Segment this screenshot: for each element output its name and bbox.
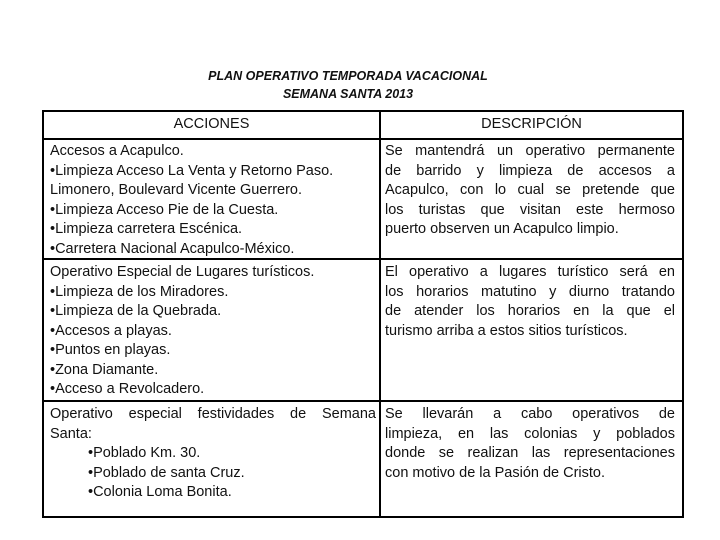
line: Operativo Especial de Lugares turísticos. — [50, 264, 315, 280]
line: de barrido y limpieza de accesos a — [385, 162, 675, 179]
bullet-item: •Limpieza Acceso Pie de la Cuesta. — [50, 201, 279, 218]
bullet-item: •Limpieza de los Miradores. — [50, 283, 229, 300]
bullet-item: •Accesos a playas. — [50, 322, 172, 339]
bullet-item: •Limpieza carretera Escénica. — [50, 221, 243, 237]
row-3-descripcion — [385, 405, 675, 483]
bullet-item: •Limpieza Acceso La Venta y Retorno Paso. — [50, 162, 334, 179]
row-2-acciones — [50, 263, 376, 400]
line: donde se realizan las representaciones — [385, 445, 675, 461]
column-divider — [379, 112, 381, 516]
row-1-descripcion — [385, 142, 675, 240]
bullet-item: •Carretera Nacional Acapulco-México. — [50, 240, 295, 257]
bullet-item: •Poblado Km. 30. — [88, 445, 201, 461]
line: Santa: — [50, 425, 92, 442]
line: los turistas que visitan este hermoso — [385, 201, 675, 218]
line: turismo arriba a estos sitios turísticos. — [385, 322, 628, 339]
document-title: PLAN OPERATIVO TEMPORADA VACACIONAL — [208, 69, 488, 83]
row-1-acciones — [50, 142, 376, 259]
line: los horarios matutino y diurno tratando — [385, 283, 675, 300]
line: Se llevarán a cabo operativos de — [385, 406, 675, 422]
line: Acapulco, con lo cual se pretende que — [385, 182, 675, 198]
document-subtitle: SEMANA SANTA 2013 — [282, 87, 414, 101]
line: Limonero, Boulevard Vicente Guerrero. — [50, 182, 303, 198]
line: Operativo especial festividades de Semana — [50, 406, 376, 422]
bullet-item: •Zona Diamante. — [50, 361, 159, 378]
line: con motivo de la Pasión de Cristo. — [385, 464, 606, 481]
line: Se mantendrá un operativo permanente — [385, 143, 675, 159]
bullet-item: •Limpieza de la Quebrada. — [50, 303, 222, 319]
row-divider — [44, 138, 682, 140]
bullet-item: •Puntos en playas. — [50, 342, 171, 358]
row-2-descripcion — [385, 263, 675, 341]
line: Accesos a Acapulco. — [50, 143, 184, 159]
line: puerto observen un Acapulco limpio. — [385, 221, 619, 237]
bullet-item: •Colonia Loma Bonita. — [88, 484, 232, 500]
bullet-item: •Acceso a Revolcadero. — [50, 381, 205, 397]
header-acciones: ACCIONES — [173, 116, 250, 132]
row-3-acciones — [50, 405, 376, 503]
header-descripcion: DESCRIPCIÓN — [481, 116, 582, 132]
line: de atender los horarios en la que el — [385, 303, 675, 319]
line: El operativo a lugares turístico será en — [385, 264, 675, 280]
bullet-item: •Poblado de santa Cruz. — [88, 464, 245, 481]
line: limpieza, en las colonias y poblados — [385, 425, 675, 442]
plan-table — [42, 110, 684, 518]
row-divider — [44, 400, 682, 402]
